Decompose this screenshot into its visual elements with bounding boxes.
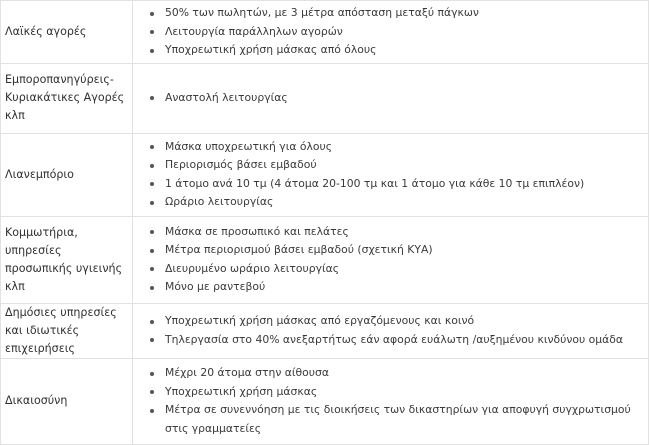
- measures-list: [133, 138, 642, 212]
- category-cell: Λιανεμπόριο: [1, 133, 133, 216]
- list-item: Μέτρα σε συνεννόηση με τις διοικήσεις των δικαστηρίων για αποφυγή συγχρωτισμού στις γραμματείες: [148, 401, 642, 438]
- list-item: Υποχρεωτική χρήση μάσκας: [148, 383, 642, 402]
- list-item: Διευρυμένο ωράριο λειτουργίας: [148, 260, 642, 279]
- measures-list: [133, 312, 642, 349]
- list-item: Τηλεργασία στο 40% ανεξαρτήτως εάν αφορά ευάλωτη /αυξημένου κινδύνου ομάδα: [148, 331, 642, 350]
- measures-cell: [133, 303, 649, 358]
- list-item: Υποχρεωτική χρήση μάσκας από όλους: [148, 41, 642, 60]
- measures-cell: [133, 1, 649, 64]
- table-row: [1, 216, 649, 303]
- table-row: [1, 63, 649, 133]
- measures-cell: [133, 133, 649, 216]
- list-item: 50% των πωλητών, με 3 μέτρα απόσταση μεταξύ πάγκων: [148, 4, 642, 23]
- list-item: Μέτρα περιορισμού βάσει εμβαδού (σχετική ΚΥΑ): [148, 241, 642, 260]
- list-item: Λειτουργία παράλληλων αγορών: [148, 23, 642, 42]
- table-row: [1, 133, 649, 216]
- list-item: Μάσκα σε προσωπικό και πελάτες: [148, 223, 642, 242]
- measures-list: [133, 364, 642, 438]
- measures-cell: [133, 63, 649, 133]
- list-item: Μόνο με ραντεβού: [148, 278, 642, 297]
- category-cell: Κομμωτήρια, υπηρεσίες προσωπικής υγιεινής κλπ: [1, 216, 133, 303]
- list-item: Μάσκα υποχρεωτική για όλους: [148, 138, 642, 157]
- category-cell: Εμποροπανηγύρεις- Κυριακάτικες Αγορές κλπ: [1, 63, 133, 133]
- measures-list: [133, 4, 642, 60]
- table-row: [1, 1, 649, 64]
- list-item: Ωράριο λειτουργίας: [148, 193, 642, 212]
- category-cell: Δημόσιες υπηρεσίες και ιδιωτικές επιχειρήσεις: [1, 303, 133, 358]
- list-item: Υποχρεωτική χρήση μάσκας από εργαζόμενους και κοινό: [148, 312, 642, 331]
- measures-cell: [133, 358, 649, 444]
- measures-cell: [133, 216, 649, 303]
- category-cell: Λαϊκές αγορές: [1, 1, 133, 64]
- table-row: [1, 303, 649, 358]
- list-item: Αναστολή λειτουργίας: [148, 89, 642, 108]
- list-item: Μέχρι 20 άτομα στην αίθουσα: [148, 364, 642, 383]
- list-item: Περιορισμός βάσει εμβαδού: [148, 156, 642, 175]
- list-item: 1 άτομο ανά 10 τμ (4 άτομα 20-100 τμ και 1 άτομο για κάθε 10 τμ επιπλέον): [148, 175, 642, 194]
- category-cell: Δικαιοσύνη: [1, 358, 133, 444]
- table-row: [1, 358, 649, 444]
- measures-list: [133, 223, 642, 297]
- measures-list: [133, 89, 642, 108]
